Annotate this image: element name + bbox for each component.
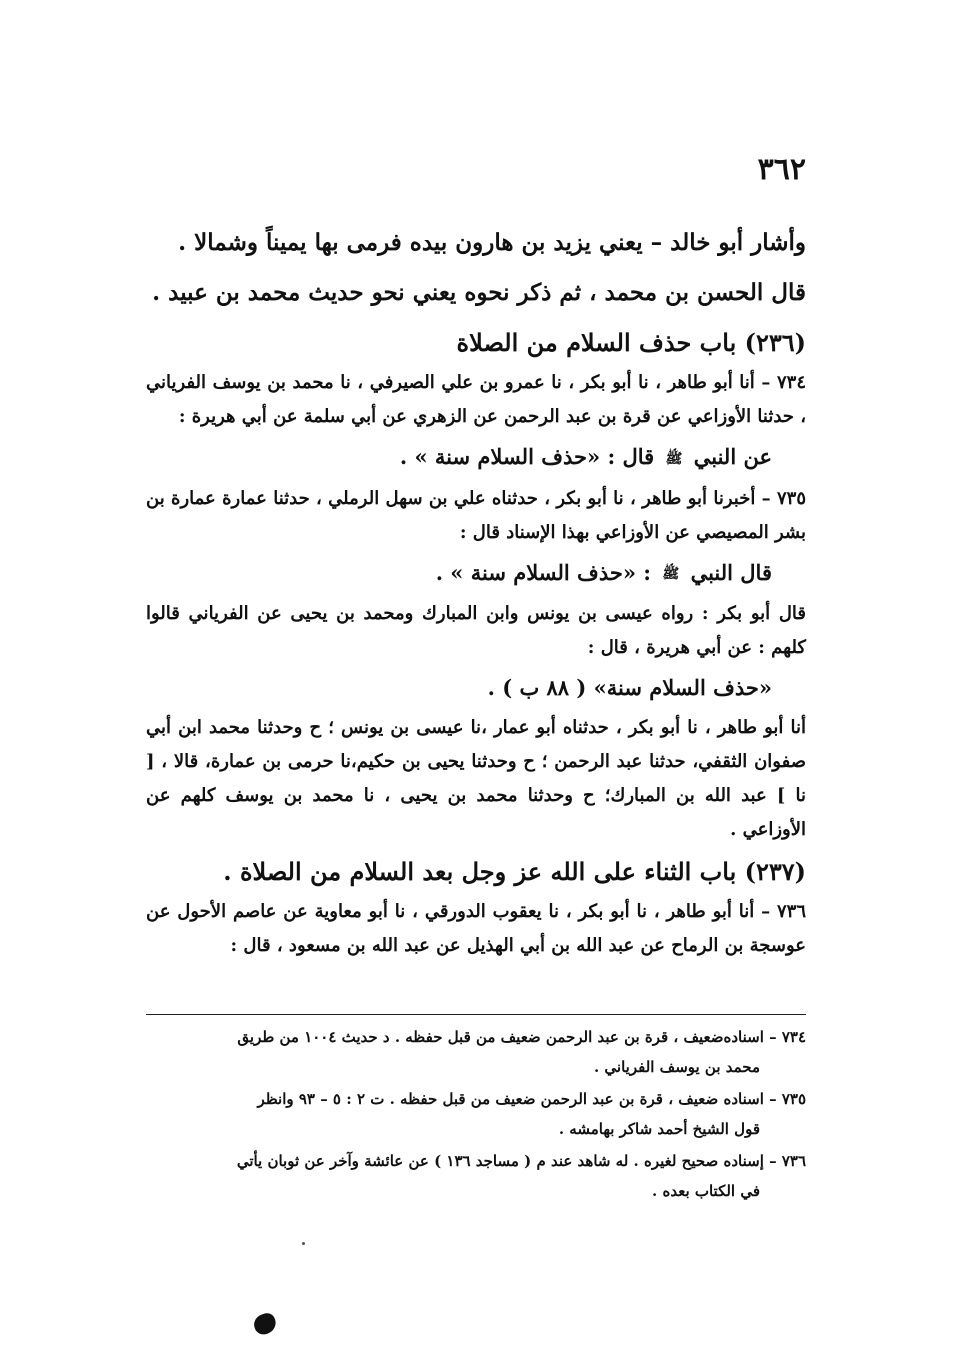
sallallahu-icon: ﷺ <box>662 566 680 582</box>
footnote-734-line-2: محمد بن يوسف الفرياني . <box>593 1058 760 1076</box>
hadith-735-quote-prefix: قال النبي <box>690 559 772 585</box>
hadith-735-quote <box>146 550 806 598</box>
hadith-734-quote-body: قال : «حذف السلام سنة » . <box>399 444 655 469</box>
footnote-736-line-2: في الكتاب بعده . <box>652 1182 760 1200</box>
footnote-735 <box>146 1084 806 1144</box>
section-heading-236: (٢٣٦) باب حذف السلام من الصلاة <box>456 328 806 357</box>
footnote-734-line-1: ٧٣٤ – اسناده‌ضعيف ، قرة بن عبد الرحمن ضعيف من قبل حفظه . د حديث ١٠٠٤ من طريق <box>237 1028 806 1046</box>
hadith-735-abu-bakr: قال أبو بكر : رواه عيسى بن يونس وابن المبارك ومحمد بن يحيى عن الفرياني قالوا كلهم : عن أبي هريرة ، قال : <box>146 603 806 658</box>
hadith-734-text: ٧٣٤ – أنا أبو طاهر ، نا أبو بكر ، نا عمرو بن علي الصيرفي ، نا محمد بن يوسف الفرياني ، حدثنا الأوزاعي عن قرة بن عبد الرحمن عن الزهري عن أبي سلمة عن أبي هريرة : <box>146 372 806 427</box>
intro-line-1: وأشار أبو خالد – يعني يزيد بن هارون بيده فرمى بها يميناً وشمالا . <box>178 229 806 256</box>
hadith-734-quote-prefix: عن النبي <box>693 444 772 469</box>
hadith-735-chain: أنا أبو طاهر ، نا أبو بكر ، حدثناه أبو عمار ،نا عيسى بن يونس ؛ ح وحدثنا محمد ابن أبي صفوان الثقفي، حدثنا عبد الرحمن ؛ ح وحدثنا يحيى بن حكيم،نا حرمى بن عمارة، قالا ، [ نا ] عبد الله بن المبارك؛ ح وحدثنا محمد بن يحيى ، نا محمد بن يوسف كلهم عن الأوزاعي . <box>146 717 806 840</box>
footnote-735-line-2: قول الشيخ أحمد شاكر بهامشه . <box>558 1120 760 1138</box>
hadith-734-quote <box>146 434 806 482</box>
hadith-735-quote-body: : «حذف السلام سنة » . <box>435 559 652 585</box>
sallallahu-icon: ﷺ <box>665 450 683 467</box>
hadith-736-text: ٧٣٦ – أنا أبو طاهر ، نا أبو بكر ، نا يعقوب الدورقي ، نا أبو معاوية عن عاصم الأحول عن عوسجة بن الرماح عن عبد الله بن أبي الهذيل عن عبد الله بن مسعود ، قال : <box>146 901 806 956</box>
footnote-735-line-1: ٧٣٥ – اسناده ضعيف ، قرة بن عبد الرحمن ضعيف من قبل حفظه . ت ٢ : ٥ – ٩٣ وانظر <box>257 1090 806 1108</box>
ink-blot <box>251 1311 279 1337</box>
hadith-735-quote-c: «حذف السلام سنة» ( ٨٨ ب ) . <box>487 675 772 700</box>
page-number: ٣٦٢ <box>757 152 806 187</box>
footnote-divider <box>146 1014 806 1015</box>
footnote-736-line-1: ٧٣٦ – إسناده صحيح لغيره . له شاهد عند م ( مساجد ١٣٦ ) عن عائشة وآخر عن ثوبان يأتي <box>236 1152 806 1170</box>
footnote-734 <box>146 1022 806 1082</box>
scan-speck <box>302 1242 305 1245</box>
hadith-735-text: ٧٣٥ – أخبرنا أبو طاهر ، نا أبو بكر ، حدثناه علي بن سهل الرملي ، حدثنا عمارة عمارة بن بشر المصيصي عن الأوزاعي بهذا الإسناد قال : <box>146 487 806 543</box>
section-heading-237: (٢٣٧) باب الثناء على الله عز وجل بعد السلام من الصلاة . <box>223 857 806 886</box>
intro-line-2: قال الحسن بن محمد ، ثم ذكر نحوه يعني نحو حديث محمد بن عبيد . <box>152 279 806 306</box>
footnotes <box>146 1022 806 1208</box>
footnote-736 <box>146 1146 806 1206</box>
main-text <box>146 218 806 963</box>
